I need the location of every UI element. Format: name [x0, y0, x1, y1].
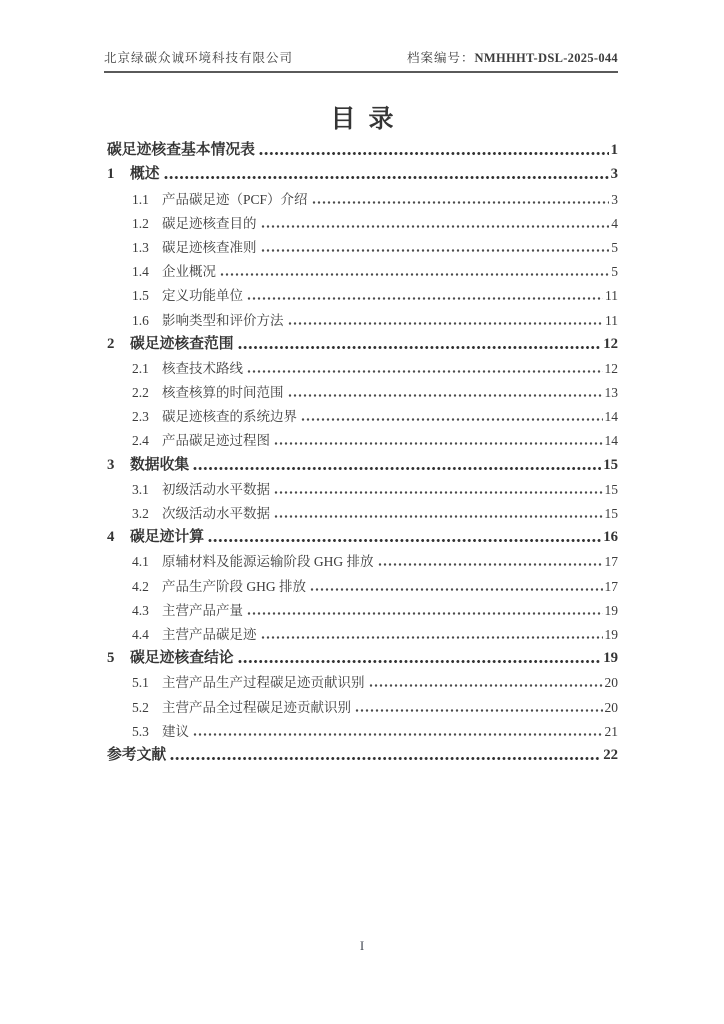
toc-entry-label: 主营产品生产过程碳足迹贡献识别: [162, 675, 365, 691]
toc-entry-label: 数据收集: [130, 456, 190, 473]
toc-entry-page: 11: [605, 288, 618, 304]
toc-entry[interactable]: [107, 570, 618, 594]
archive-number-value: NMHHHT-DSL-2025-044: [474, 51, 618, 65]
toc-leader-dots: [312, 200, 610, 205]
toc-entry-label: 核查核算的时间范围: [162, 385, 284, 401]
toc-entry-number: 1.5: [132, 288, 149, 304]
toc-entry-number: 1.1: [132, 191, 149, 207]
toc-entry-label: 参考文献: [107, 746, 167, 763]
toc-entry-page: 14: [604, 409, 618, 425]
page-number: I: [359, 938, 365, 953]
toc-entry[interactable]: [107, 595, 618, 619]
toc-entry[interactable]: [107, 546, 618, 570]
toc-leader-dots: [247, 296, 603, 301]
toc-entry[interactable]: [107, 667, 618, 691]
toc-entry-label: 建议: [162, 723, 189, 739]
toc-entry-number: 4.4: [132, 626, 149, 642]
toc-entry[interactable]: [107, 498, 618, 522]
toc-entry-label: 核查技术路线: [162, 360, 243, 376]
toc-leader-dots: [208, 538, 601, 543]
toc-entry[interactable]: [107, 401, 618, 425]
toc-entry-page: 13: [604, 385, 618, 401]
toc-entry-page: 15: [603, 456, 618, 473]
toc-leader-dots: [170, 756, 601, 761]
toc-list: [107, 135, 618, 764]
toc-leader-dots: [288, 321, 604, 326]
toc-entry-label: 概述: [130, 166, 160, 183]
toc-entry-page: 12: [603, 335, 618, 352]
toc-entry-label: 原辅材料及能源运输阶段 GHG 排放: [162, 554, 374, 570]
toc-entry-number: 2.1: [132, 360, 149, 376]
toc-entry-page: 12: [604, 360, 618, 376]
toc-leader-dots: [164, 175, 609, 180]
toc-leader-dots: [247, 369, 603, 374]
toc-entry-label: 主营产品全过程碳足迹贡献识别: [162, 699, 351, 715]
toc-entry-number: 4.2: [132, 578, 149, 594]
toc-leader-dots: [238, 659, 602, 664]
toc-entry[interactable]: [107, 716, 618, 740]
toc-entry-number: 3.1: [132, 481, 149, 497]
toc-entry-number: 4: [107, 529, 115, 546]
toc-entry[interactable]: [107, 740, 618, 764]
toc-leader-dots: [369, 683, 603, 688]
toc-entry-page: 3: [611, 191, 618, 207]
toc-entry-number: 2.3: [132, 409, 149, 425]
toc-entry-page: 15: [604, 481, 618, 497]
toc-entry-page: 1: [610, 142, 618, 159]
toc-entry[interactable]: [107, 474, 618, 498]
toc-entry-number: 1.4: [132, 264, 149, 280]
toc-entry-page: 19: [604, 602, 618, 618]
toc-entry-label: 碳足迹核查目的: [162, 215, 257, 231]
toc-entry-label: 碳足迹核查结论: [130, 650, 234, 667]
toc-entry-page: 3: [610, 166, 618, 183]
toc-entry-page: 20: [604, 699, 618, 715]
toc-entry-page: 19: [603, 650, 618, 667]
toc-entry[interactable]: [107, 183, 618, 207]
toc-entry[interactable]: [107, 522, 618, 546]
toc-leader-dots: [261, 635, 603, 640]
archive-number-field: [407, 48, 618, 66]
toc-entry-number: 2: [107, 335, 115, 352]
toc-entry[interactable]: [107, 232, 618, 256]
toc-entry-label: 产品生产阶段 GHG 排放: [162, 578, 306, 594]
toc-leader-dots: [378, 562, 603, 567]
toc-leader-dots: [220, 272, 609, 277]
toc-entry-page: 11: [605, 312, 618, 328]
toc-entry[interactable]: [107, 159, 618, 183]
toc-entry-label: 次级活动水平数据: [162, 506, 270, 521]
toc-entry-page: 17: [604, 578, 618, 594]
toc-entry-number: 1.3: [132, 239, 149, 255]
toc-entry-number: 2.2: [132, 385, 149, 401]
toc-entry-label: 主营产品碳足迹: [162, 626, 257, 642]
toc-entry[interactable]: [107, 280, 618, 304]
toc-entry-label: 碳足迹计算: [130, 529, 204, 546]
toc-entry[interactable]: [107, 256, 618, 280]
toc-entry-number: 5.2: [132, 699, 149, 715]
toc-leader-dots: [193, 466, 601, 471]
toc-entry-label: 定义功能单位: [162, 288, 243, 304]
toc-leader-dots: [355, 708, 603, 713]
toc-leader-dots: [261, 224, 610, 229]
toc-leader-dots: [274, 514, 603, 519]
toc-entry[interactable]: [107, 304, 618, 328]
archive-number-label: 档案编号：: [407, 51, 475, 65]
toc-entry-page: 15: [604, 506, 618, 521]
toc-entry-number: 1.6: [132, 312, 149, 328]
page-title: 目录: [330, 106, 407, 133]
toc-entry-label: 企业概况: [162, 264, 216, 280]
toc-entry-number: 4.3: [132, 602, 149, 618]
toc-leader-dots: [274, 490, 603, 495]
toc-entry[interactable]: [107, 643, 618, 667]
toc-entry[interactable]: [107, 449, 618, 473]
toc-entry-label: 初级活动水平数据: [162, 481, 270, 497]
toc-entry-page: 21: [604, 723, 618, 739]
toc-entry-page: 5: [611, 264, 618, 280]
toc-entry-label: 产品碳足迹（PCF）介绍: [162, 191, 308, 207]
toc-entry-page: 17: [604, 554, 618, 570]
page-header: [104, 48, 618, 73]
toc-entry[interactable]: [107, 619, 618, 643]
toc-leader-dots: [238, 345, 602, 350]
toc-leader-dots: [288, 393, 603, 398]
toc-entry[interactable]: [107, 353, 618, 377]
toc-entry-number: 2.4: [132, 433, 149, 449]
toc-leader-dots: [301, 417, 603, 422]
toc-entry-label: 影响类型和评价方法: [162, 312, 284, 328]
toc-entry-page: 4: [611, 215, 618, 231]
toc-entry[interactable]: [107, 135, 618, 159]
toc-leader-dots: [261, 248, 610, 253]
toc-leader-dots: [274, 441, 603, 446]
toc-entry-page: 16: [603, 529, 618, 546]
toc-entry-page: 14: [604, 433, 618, 449]
page-footer: [0, 938, 724, 954]
toc-entry-number: 5.1: [132, 675, 149, 691]
toc-entry-number: 3: [107, 456, 115, 473]
toc-entry[interactable]: [107, 377, 618, 401]
toc-entry[interactable]: [107, 425, 618, 449]
toc-entry-page: 22: [603, 746, 618, 763]
toc-entry[interactable]: [107, 329, 618, 353]
toc-entry-label: 碳足迹核查基本情况表: [107, 142, 255, 159]
toc-entry-number: 1: [107, 166, 115, 183]
toc-entry-label: 产品碳足迹过程图: [162, 433, 270, 449]
toc-leader-dots: [193, 732, 603, 737]
toc-entry-label: 主营产品产量: [162, 602, 243, 618]
company-name: 北京绿碳众诚环境科技有限公司: [104, 51, 294, 65]
toc-leader-dots: [259, 151, 609, 156]
toc-entry-page: 20: [604, 675, 618, 691]
toc-entry-label: 碳足迹核查的系统边界: [162, 409, 297, 425]
toc-entry-label: 碳足迹核查范围: [130, 335, 234, 352]
toc-entry-number: 5.3: [132, 723, 149, 739]
toc-entry[interactable]: [107, 208, 618, 232]
toc-entry-page: 5: [611, 239, 618, 255]
toc-entry-label: 碳足迹核查准则: [162, 239, 257, 255]
toc-entry-number: 5: [107, 650, 115, 667]
toc-entry-number: 1.2: [132, 215, 149, 231]
toc-entry[interactable]: [107, 691, 618, 715]
toc-leader-dots: [247, 611, 603, 616]
toc-entry-number: 4.1: [132, 554, 149, 570]
toc-leader-dots: [310, 587, 603, 592]
toc-entry-page: 19: [604, 626, 618, 642]
toc-entry-number: 3.2: [132, 506, 149, 521]
